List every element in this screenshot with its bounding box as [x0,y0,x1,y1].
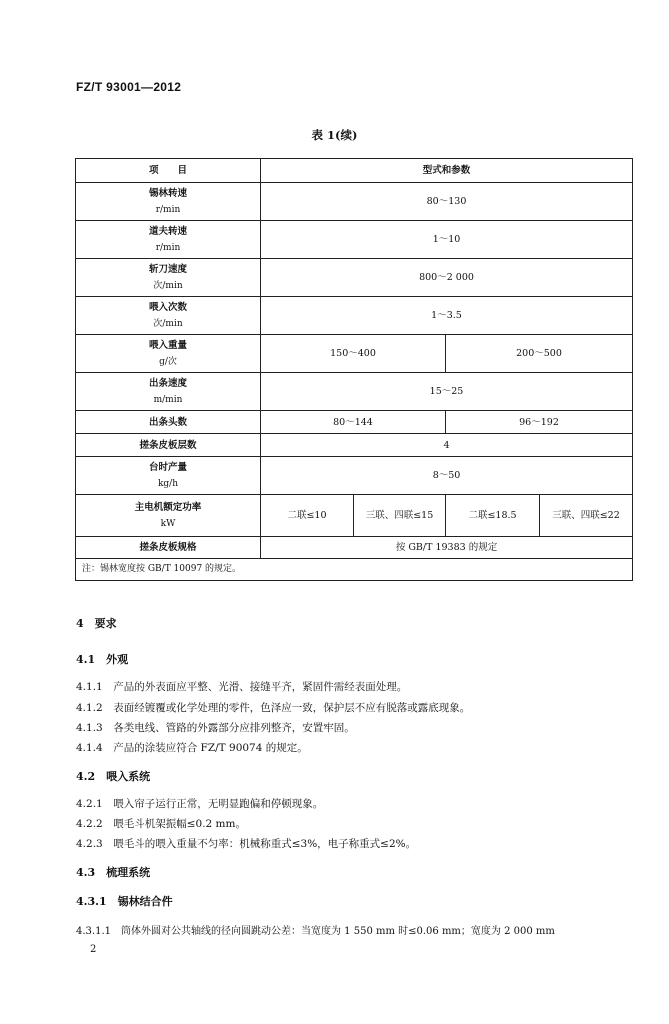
row-label: 台时产量 kg/h [76,457,261,495]
col-header-item: 项 目 [76,159,261,183]
row-label: 出条头数 [76,411,261,434]
row-value: 三联、四联≤22 [540,495,633,537]
table-title: 表 1(续) [311,128,358,142]
table-row [76,411,633,434]
row-label: 搓条皮板层数 [76,434,261,457]
row-value: 150～400 [261,335,446,373]
row-value: 200～500 [446,335,633,373]
row-label: 斩刀速度 次/min [76,259,261,297]
row-value: 80～144 [261,411,446,434]
row-value: 三联、四联≤15 [354,495,446,537]
table-row [76,183,633,221]
row-label: 主电机额定功率 kW [76,495,261,537]
table-row [76,373,633,411]
row-label: 喂入次数 次/min [76,297,261,335]
table-row [76,457,633,495]
paragraph: 4.3.1.1 筒体外圆对公共轴线的径向圆跳动公差：当宽度为 1 550 mm 时≤0.06 mm；宽度为 2 000 mm [76,926,555,937]
row-label: 出条速度 m/min [76,373,261,411]
row-label: 搓条皮板规格 [76,537,261,559]
table-row [76,259,633,297]
section-heading: 4.2 喂入系统 [76,770,151,783]
paragraph: 4.1.4 产品的涂装应符合 FZ/T 90074 的规定。 [76,742,308,754]
section-heading: 4.3.1 锡林结合件 [76,895,173,908]
paragraph: 4.1.2 表面经镀覆或化学处理的零件，色泽应一致，保护层不应有脱落或露底现象。 [76,702,471,714]
row-value: 二联≤18.5 [446,495,540,537]
row-value: 1～10 [261,221,633,259]
section-heading: 4.1 外观 [76,653,129,666]
col-header-params: 型式和参数 [261,159,633,183]
section-heading: 4.3 梳理系统 [76,866,151,879]
table-note: 注：锡林宽度按 GB/T 10097 的规定。 [76,559,633,581]
row-value: 80～130 [261,183,633,221]
row-value: 96～192 [446,411,633,434]
row-label: 道夫转速 r/min [76,221,261,259]
row-value: 15～25 [261,373,633,411]
paragraph: 4.2.3 喂毛斗的喂入重量不匀率：机械称重式≤3%，电子称重式≤2%。 [76,838,417,850]
row-value: 800～2 000 [261,259,633,297]
paragraph: 4.1.1 产品的外表面应平整、光滑、接缝平齐，紧固件需经表面处理。 [76,681,408,693]
row-value: 按 GB/T 19383 的规定 [261,537,633,559]
table-note-row [76,559,633,581]
table-row [76,221,633,259]
table-row [76,297,633,335]
row-value: 二联≤10 [261,495,354,537]
standard-code: FZ/T 93001—2012 [76,80,182,94]
row-value: 1～3.5 [261,297,633,335]
table-row [76,434,633,457]
table-row [76,537,633,559]
paragraph: 4.1.3 各类电线、管路的外露部分应排列整齐，安置牢固。 [76,722,355,734]
paragraph: 4.2.1 喂入帘子运行正常，无明显跑偏和停顿现象。 [76,798,324,810]
page-number: 2 [90,944,97,955]
section-heading: 4 要求 [76,617,117,630]
spec-table [75,158,633,581]
row-label: 喂入重量 g/次 [76,335,261,373]
table-row [76,335,633,373]
table-header-row [76,159,633,183]
row-label: 锡林转速 r/min [76,183,261,221]
row-value: 8～50 [261,457,633,495]
row-value: 4 [261,434,633,457]
table-row [76,495,633,537]
paragraph: 4.2.2 喂毛斗机架振幅≤0.2 mm。 [76,818,246,830]
